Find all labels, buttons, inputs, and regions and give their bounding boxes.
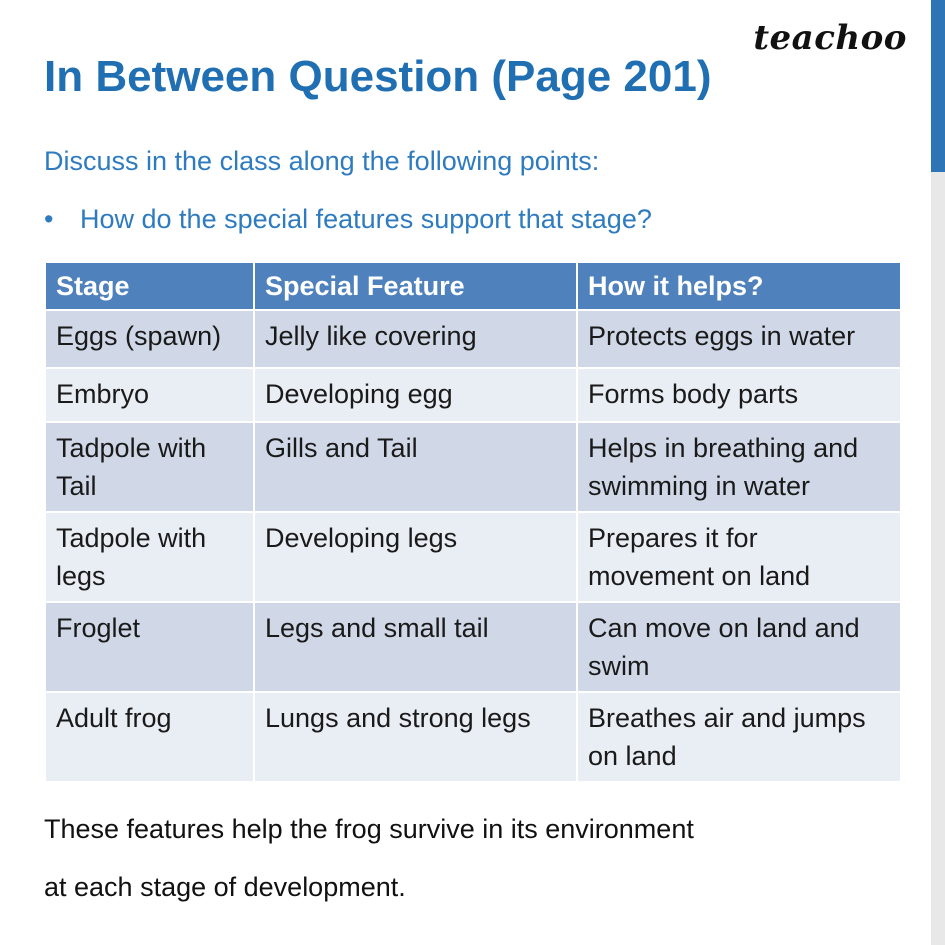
header-stage: Stage <box>45 262 254 310</box>
intro-text: Discuss in the class along the following points: <box>44 146 600 176</box>
cell-feature: Developing egg <box>254 368 577 422</box>
cell-feature: Jelly like covering <box>254 310 577 368</box>
cell-help: Breathes air and jumps on land <box>577 692 901 782</box>
table-row <box>45 422 901 512</box>
cell-stage: Embryo <box>45 368 254 422</box>
cell-feature: Legs and small tail <box>254 602 577 692</box>
cell-help: Can move on land and swim <box>577 602 901 692</box>
cell-feature: Gills and Tail <box>254 422 577 512</box>
cell-help: Helps in breathing and swimming in water <box>577 422 901 512</box>
teachoo-logo: teachoo <box>753 18 907 58</box>
closing-text <box>44 800 694 916</box>
cell-feature: Lungs and strong legs <box>254 692 577 782</box>
table-header-row <box>45 262 901 310</box>
table-row <box>45 692 901 782</box>
cell-stage: Froglet <box>45 602 254 692</box>
table-row <box>45 512 901 602</box>
page-title: In Between Question (Page 201) <box>44 52 712 101</box>
table-row <box>45 310 901 368</box>
stages-table <box>44 261 902 783</box>
cell-help: Forms body parts <box>577 368 901 422</box>
cell-help: Prepares it for movement on land <box>577 512 901 602</box>
side-bar-accent <box>931 0 945 172</box>
bullet-text: How do the special features support that stage? <box>80 204 652 234</box>
closing-line-2: at each stage of development. <box>44 872 406 902</box>
table-row <box>45 602 901 692</box>
cell-feature: Developing legs <box>254 512 577 602</box>
cell-help: Protects eggs in water <box>577 310 901 368</box>
header-special-feature: Special Feature <box>254 262 577 310</box>
cell-stage: Tadpole with Tail <box>45 422 254 512</box>
table-row <box>45 368 901 422</box>
bullet-point <box>44 204 652 235</box>
cell-stage: Eggs (spawn) <box>45 310 254 368</box>
header-how-it-helps: How it helps? <box>577 262 901 310</box>
bullet-icon: • <box>44 204 54 234</box>
closing-line-1: These features help the frog survive in its environment <box>44 814 694 844</box>
cell-stage: Adult frog <box>45 692 254 782</box>
slide-side-bar <box>931 0 945 945</box>
cell-stage: Tadpole with legs <box>45 512 254 602</box>
